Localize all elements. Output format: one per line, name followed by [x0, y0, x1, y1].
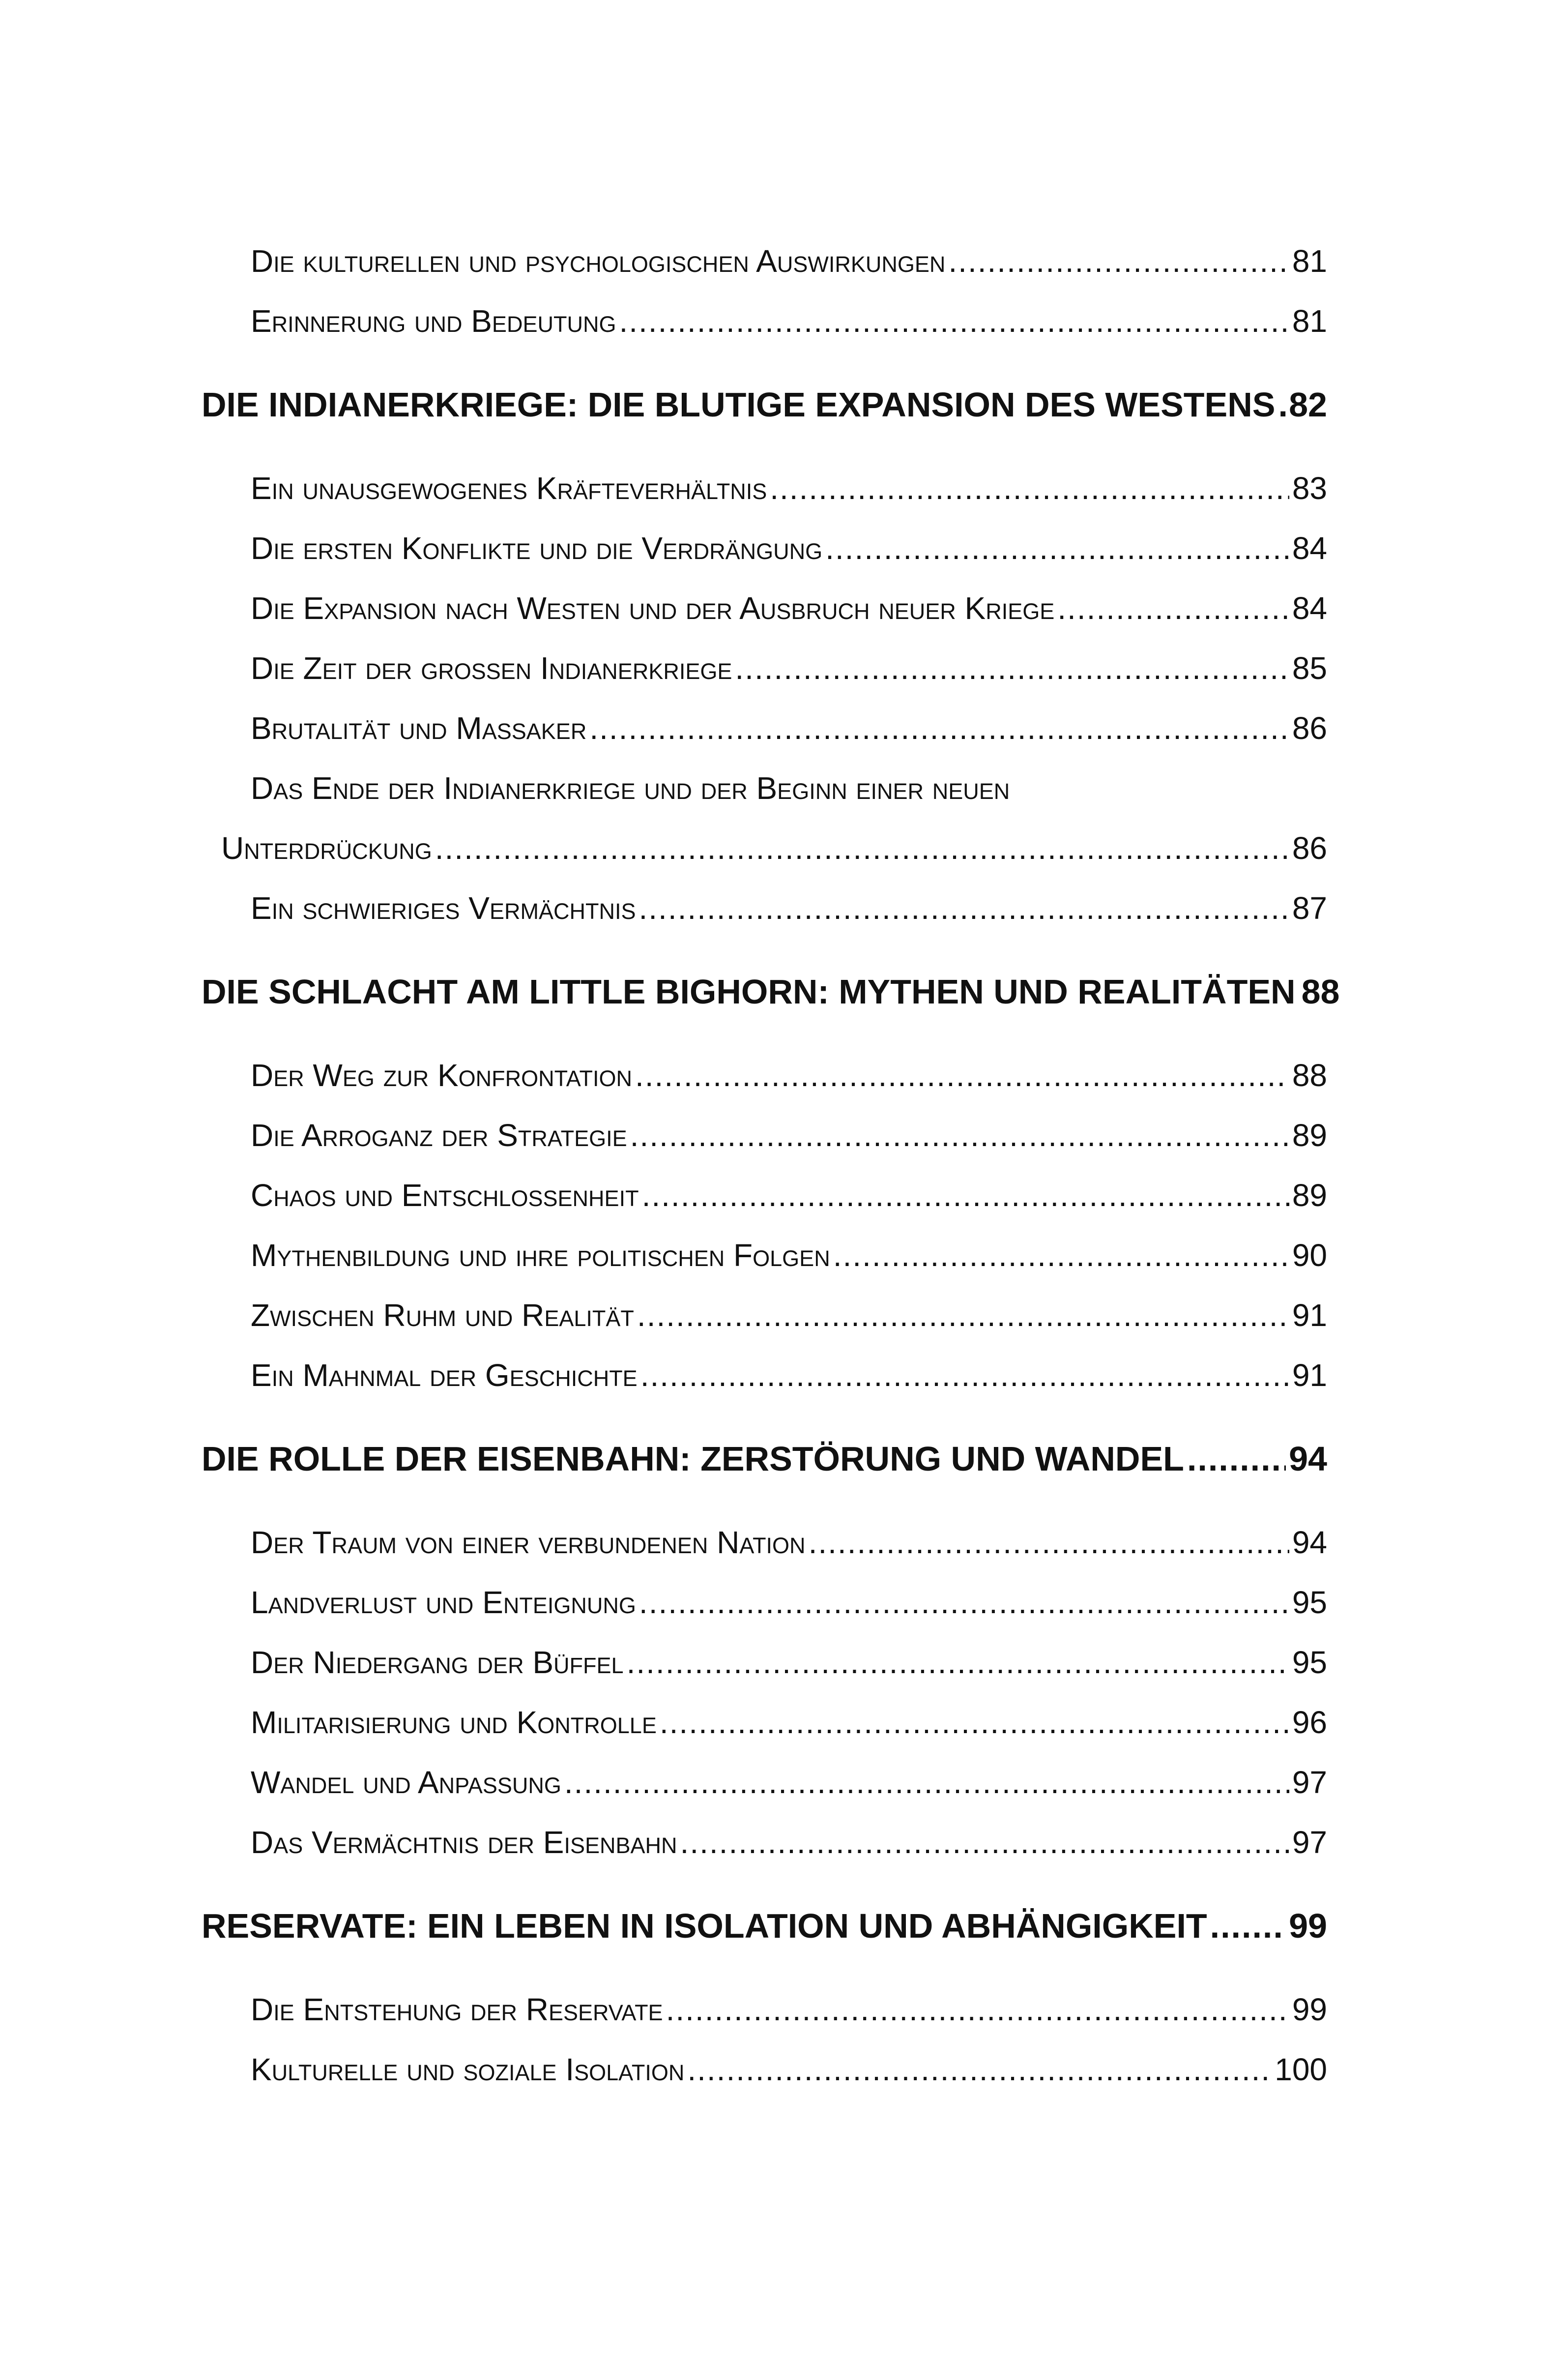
- section-title: Landverlust und Enteignung: [251, 1585, 636, 1620]
- dot-leader: [735, 638, 1289, 698]
- toc-section-entry[interactable]: [202, 2039, 1327, 2099]
- page-number: 91: [1292, 1357, 1327, 1393]
- page-number: 90: [1292, 1238, 1327, 1273]
- dot-leader: [809, 1512, 1289, 1572]
- page-number: 99: [1289, 1907, 1327, 1945]
- chapter-title: DIE SCHLACHT AM LITTLE BIGHORN: MYTHEN UND REALITÄTEN: [202, 973, 1296, 1011]
- page-number: 85: [1292, 650, 1327, 686]
- page-number: 84: [1292, 590, 1327, 626]
- section-title: Militarisierung und Kontrolle: [251, 1705, 657, 1740]
- section-title: Brutalität und Massaker: [251, 710, 587, 746]
- toc-section-entry[interactable]: [202, 1752, 1327, 1812]
- toc-section-entry-continued[interactable]: [202, 818, 1327, 878]
- toc-section-entry[interactable]: [202, 578, 1327, 638]
- page-number: 99: [1292, 1992, 1327, 2027]
- dot-leader: [635, 1045, 1289, 1105]
- toc-section-entry[interactable]: [202, 758, 1327, 818]
- section-title: Ein unausgewogenes Kräfteverhältnis: [251, 471, 767, 506]
- dot-leader: [589, 698, 1289, 758]
- toc-section-entry[interactable]: [202, 878, 1327, 938]
- toc-chapter-entry[interactable]: [202, 960, 1340, 1024]
- chapter-title: DIE INDIANERKRIEGE: DIE BLUTIGE EXPANSION DES WESTENS: [202, 385, 1276, 424]
- page-number: 86: [1292, 710, 1327, 746]
- toc-section-entry[interactable]: [202, 1512, 1327, 1572]
- section-title: Der Niedergang der Büffel: [251, 1645, 624, 1680]
- dot-leader: [666, 1979, 1289, 2039]
- table-of-contents: [202, 231, 1340, 2099]
- section-title: Ein schwieriges Vermächtnis: [251, 890, 636, 926]
- page-number: 84: [1292, 531, 1327, 566]
- section-title: Die ersten Konflikte und die Verdrängung: [251, 531, 823, 566]
- dot-leader: [435, 818, 1289, 878]
- dot-leader: [660, 1692, 1289, 1752]
- page-number: 88: [1301, 973, 1340, 1011]
- chapter-title: DIE ROLLE DER EISENBAHN: ZERSTÖRUNG UND WANDEL: [202, 1440, 1184, 1478]
- page-number: 94: [1292, 1525, 1327, 1560]
- page-number: 100: [1275, 2052, 1327, 2087]
- section-title: Mythenbildung und ihre politischen Folgen: [251, 1238, 830, 1273]
- page-number: 81: [1292, 243, 1327, 279]
- section-title: Kulturelle und soziale Isolation: [251, 2052, 685, 2087]
- toc-section-entry[interactable]: [202, 1225, 1327, 1285]
- section-title: Ein Mahnmal der Geschichte: [251, 1357, 638, 1393]
- section-title: Die Zeit der großen Indianerkriege: [251, 650, 732, 686]
- page-number: 83: [1292, 471, 1327, 506]
- section-title: Der Weg zur Konfrontation: [251, 1058, 632, 1093]
- dot-leader: [639, 1572, 1289, 1632]
- dot-leader: [1057, 578, 1289, 638]
- dot-leader: [627, 1632, 1289, 1692]
- dot-leader: [619, 291, 1289, 351]
- toc-section-entry[interactable]: [202, 1045, 1327, 1105]
- dot-leader: [642, 1165, 1289, 1225]
- toc-section-entry[interactable]: [202, 231, 1327, 291]
- page-number: 82: [1289, 385, 1327, 424]
- toc-section-entry[interactable]: [202, 291, 1327, 351]
- dot-leader: [687, 2039, 1272, 2099]
- toc-section-entry[interactable]: [202, 1345, 1327, 1405]
- page-number: 95: [1292, 1645, 1327, 1680]
- section-title: Der Traum von einer verbundenen Nation: [251, 1525, 806, 1560]
- toc-section-entry[interactable]: [202, 1165, 1327, 1225]
- toc-section-entry[interactable]: [202, 1979, 1327, 2039]
- section-title: Die Entstehung der Reservate: [251, 1992, 663, 2027]
- toc-section-entry[interactable]: [202, 1572, 1327, 1632]
- dot-leader: [833, 1225, 1289, 1285]
- page-number: 91: [1292, 1298, 1327, 1333]
- page-number: 96: [1292, 1705, 1327, 1740]
- section-title: Das Vermächtnis der Eisenbahn: [251, 1825, 677, 1860]
- section-title: Wandel und Anpassung: [251, 1765, 561, 1800]
- dot-leader: [637, 1285, 1289, 1345]
- page-number: 88: [1292, 1058, 1327, 1093]
- section-title: Die Expansion nach Westen und der Ausbruch neuer Kriege: [251, 590, 1055, 626]
- section-title: Zwischen Ruhm und Realität: [251, 1298, 634, 1333]
- page-number: 94: [1289, 1440, 1327, 1478]
- dot-leader: [639, 878, 1289, 938]
- dot-leader: [1187, 1427, 1286, 1491]
- dot-leader: [630, 1105, 1289, 1165]
- toc-section-entry[interactable]: [202, 1812, 1327, 1872]
- section-title: Das Ende der Indianerkriege und der Beginn einer neuen: [251, 770, 1010, 806]
- toc-section-entry[interactable]: [202, 638, 1327, 698]
- dot-leader: [640, 1345, 1289, 1405]
- dot-leader: [948, 231, 1289, 291]
- toc-section-entry[interactable]: [202, 1105, 1327, 1165]
- page-number: 97: [1292, 1765, 1327, 1800]
- toc-section-entry[interactable]: [202, 1285, 1327, 1345]
- section-title: Die kulturellen und psychologischen Auswirkungen: [251, 243, 946, 279]
- section-title: Chaos und Entschlossenheit: [251, 1178, 639, 1213]
- toc-section-entry[interactable]: [202, 458, 1327, 518]
- dot-leader: [825, 518, 1289, 578]
- section-title: Erinnerung und Bedeutung: [251, 303, 616, 339]
- toc-chapter-entry[interactable]: [202, 373, 1327, 437]
- page-number: 97: [1292, 1825, 1327, 1860]
- toc-section-entry[interactable]: [202, 1632, 1327, 1692]
- dot-leader: [1210, 1894, 1286, 1958]
- page-number: 95: [1292, 1585, 1327, 1620]
- dot-leader: [564, 1752, 1289, 1812]
- page-number: 87: [1292, 890, 1327, 926]
- dot-leader: [1278, 373, 1286, 437]
- chapter-title: RESERVATE: EIN LEBEN IN ISOLATION UND ABHÄNGIGKEIT: [202, 1907, 1207, 1945]
- page-number: 81: [1292, 303, 1327, 339]
- toc-section-entry[interactable]: [202, 1692, 1327, 1752]
- dot-leader: [680, 1812, 1289, 1872]
- section-title-continued: Unterdrückung: [221, 830, 432, 866]
- toc-section-entry[interactable]: [202, 518, 1327, 578]
- toc-chapter-entry[interactable]: [202, 1427, 1327, 1491]
- dot-leader: [770, 458, 1289, 518]
- page-number: 89: [1292, 1178, 1327, 1213]
- page-number: 86: [1292, 830, 1327, 866]
- page-number: 89: [1292, 1118, 1327, 1153]
- section-title: Die Arroganz der Strategie: [251, 1118, 627, 1153]
- toc-chapter-entry[interactable]: [202, 1894, 1327, 1958]
- toc-section-entry[interactable]: [202, 698, 1327, 758]
